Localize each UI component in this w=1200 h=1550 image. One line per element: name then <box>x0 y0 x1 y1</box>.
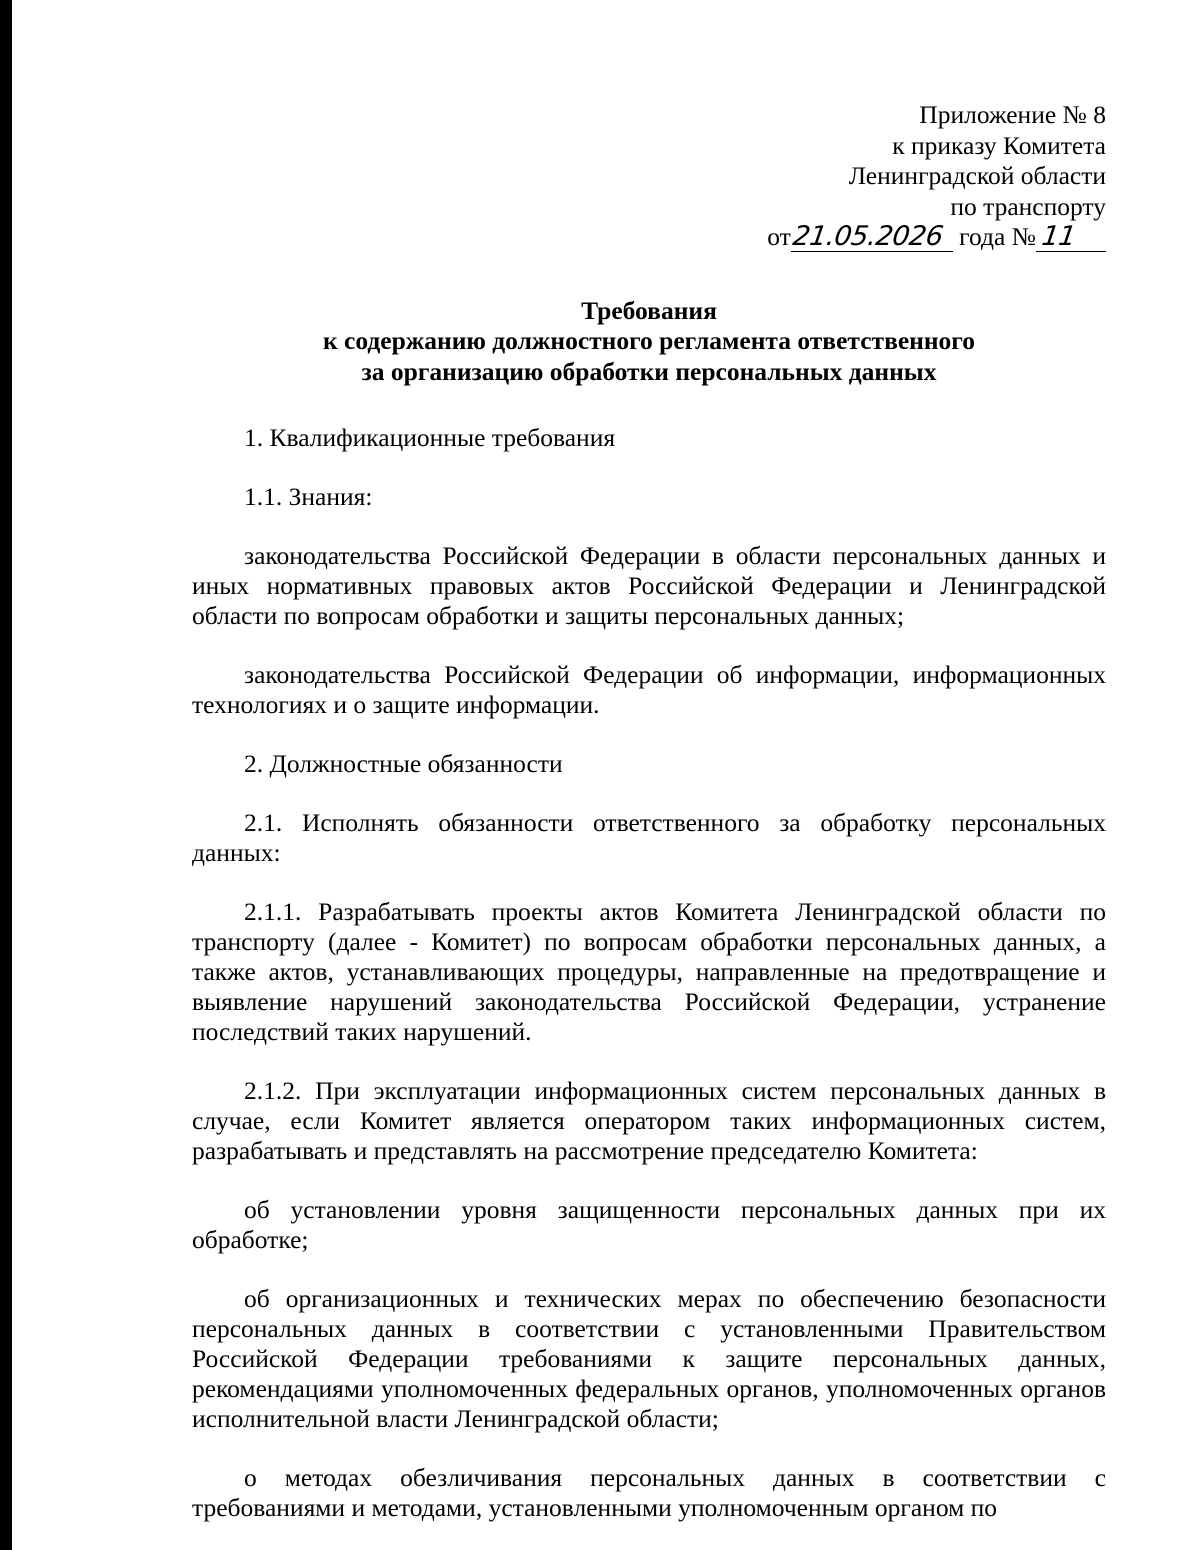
section-2-1-2-item-b: об организационных и технических мерах по обеспечению безопасности персональных данных в соответствии с установленными Правительством Российской Федерации требованиями к защите персональных данных, рекомендациями уполномоченных федеральных органов, уполномоченных органов исполнительной власти Ленинградской области; <box>192 1284 1106 1433</box>
appendix-line-4: по транспорту <box>950 191 1106 221</box>
scan-edge-shadow <box>0 0 12 1550</box>
section-1-1-item-2: законодательства Российской Федерации об информации, информационных технологиях и о защите информации. <box>192 660 1106 719</box>
section-2-1-2-item-a: об установлении уровня защищенности персональных данных при их обработке; <box>192 1195 1106 1254</box>
from-label: от <box>767 222 791 251</box>
section-2-1-2-item-c: о методах обезличивания персональных данных в соответствии с требованиями и методами, установленными уполномоченным органом по <box>192 1463 1106 1522</box>
section-2-heading: 2. Должностные обязанности <box>244 749 563 778</box>
title-line-3: за организацию обработки персональных данных <box>361 356 937 386</box>
appendix-header <box>192 100 1106 253</box>
appendix-line-2: к приказу Комитета <box>892 130 1106 160</box>
handwritten-date: 21.05.2026 <box>790 221 945 252</box>
section-2-1-1: 2.1.1. Разрабатывать проекты актов Комитета Ленинградской области по транспорту (далее - Комитет) по вопросам обработки персональных данных, а также актов, устанавливающих процедуры, направленные на предотвращение и выявление нарушений законодательства Российской Федерации, устранение последствий таких нарушений. <box>192 897 1106 1046</box>
number-underline <box>1036 223 1106 252</box>
title-line-1: Требования <box>581 295 717 325</box>
appendix-line-1: Приложение № 8 <box>919 100 1106 129</box>
appendix-line-3: Ленинградской области <box>848 161 1106 190</box>
section-1-1-heading: 1.1. Знания: <box>244 482 373 511</box>
section-1-1-item-1: законодательства Российской Федерации в области персональных данных и иных нормативных правовых актов Российской Федерации и Ленинградской области по вопросам обработки и защиты персональных данных; <box>192 541 1106 630</box>
section-2-1-2: 2.1.2. При эксплуатации информационных систем персональных данных в случае, если Комитет является оператором таких информационных систем, разрабатывать и представлять на рассмотрение председателю Комитета: <box>192 1076 1106 1165</box>
document-page <box>192 100 1106 1523</box>
document-title <box>192 296 1106 388</box>
date-underline <box>791 223 953 252</box>
section-2-1: 2.1. Исполнять обязанности ответственного за обработку персональных данных: <box>192 808 1106 867</box>
handwritten-number: 11 <box>1039 221 1078 252</box>
year-number-label: года № <box>959 222 1036 251</box>
appendix-date-line <box>192 222 1106 253</box>
section-1-heading: 1. Квалификационные требования <box>244 423 616 452</box>
title-line-2: к содержанию должностного регламента ответственного <box>322 326 975 355</box>
